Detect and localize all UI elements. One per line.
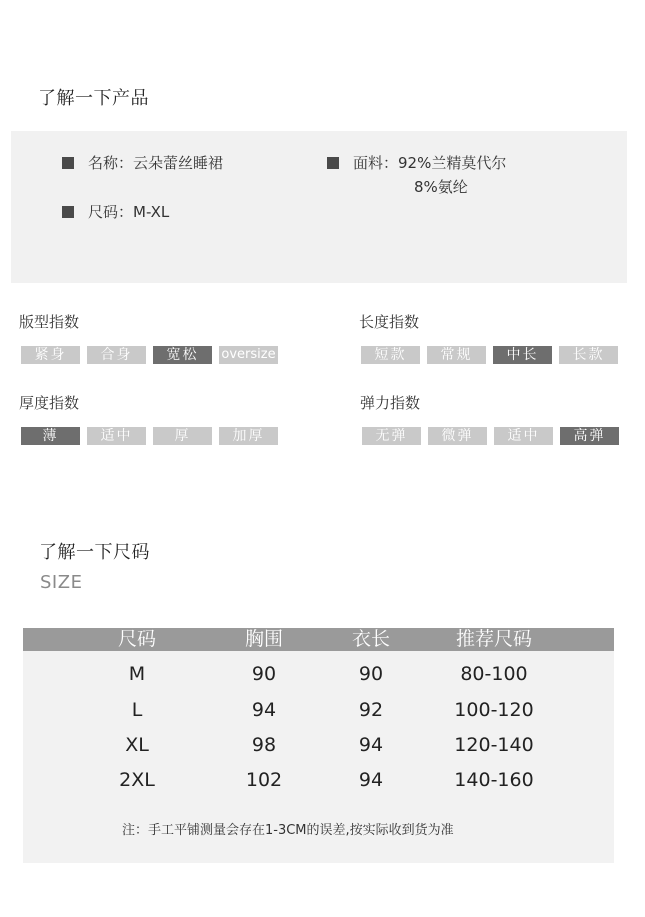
fit-chip-tight: 紧身 [21,346,80,364]
header-size: 尺码 [117,628,157,650]
cell-bust: 90 [251,663,277,685]
cell-size: L [131,699,143,721]
product-size [62,201,169,222]
length-index-title: 长度指数 [359,313,420,331]
thickness-chip-medium: 适中 [87,427,146,445]
cell-size: 2XL [119,769,155,791]
cell-recommended: 120-140 [454,734,534,756]
fit-index-chips [21,346,278,364]
length-index-chips [361,346,618,364]
product-name [62,152,223,173]
size-section-subtitle: SIZE [40,572,83,593]
size-table-header [23,628,614,651]
cell-length: 92 [358,699,384,721]
square-bullet-icon [327,157,339,169]
length-chip-short: 短款 [361,346,420,364]
header-recommended: 推荐尺码 [455,628,533,650]
table-row [23,769,614,793]
table-row [23,663,614,687]
product-fabric [327,152,506,173]
cell-size: M [128,663,146,685]
product-name-text: 名称：云朵蕾丝睡裙 [88,154,224,172]
thickness-chip-thin: 薄 [21,427,80,445]
header-length: 衣长 [351,628,391,650]
fabric-line-1: 面料：92%兰精莫代尔 [353,154,507,172]
square-bullet-icon [62,157,74,169]
product-size-text: 尺码：M-XL [88,203,170,221]
table-row [23,734,614,758]
cell-bust: 98 [251,734,277,756]
elasticity-index-chips [362,427,619,445]
length-chip-regular: 常规 [427,346,486,364]
cell-recommended: 140-160 [454,769,534,791]
fit-chip-loose: 宽松 [153,346,212,364]
cell-size: XL [125,734,149,756]
thickness-index-title: 厚度指数 [19,394,80,412]
length-chip-midi: 中长 [493,346,552,364]
cell-length: 94 [358,769,384,791]
size-section-title: 了解一下尺码 [39,542,150,563]
size-table-note: 注：手工平铺测量会存在1-3CM的误差,按实际收到货为准 [122,823,454,838]
elasticity-chip-slight: 微弹 [428,427,487,445]
elasticity-chip-medium: 适中 [494,427,553,445]
length-chip-long: 长款 [559,346,618,364]
cell-bust: 102 [245,769,283,791]
fit-chip-oversize: oversize [219,346,278,364]
product-info-panel [11,131,627,283]
cell-length: 94 [358,734,384,756]
cell-recommended: 100-120 [454,699,534,721]
fabric-line-2: 8%氨纶 [414,178,468,196]
fit-chip-regular: 合身 [87,346,146,364]
square-bullet-icon [62,206,74,218]
thickness-chip-extra-thick: 加厚 [219,427,278,445]
size-table-body [23,651,614,863]
thickness-index-chips [21,427,278,445]
cell-recommended: 80-100 [460,663,528,685]
fit-index-title: 版型指数 [19,313,80,331]
cell-length: 90 [358,663,384,685]
header-bust: 胸围 [244,628,284,650]
product-section-title: 了解一下产品 [38,88,149,109]
table-row [23,699,614,723]
elasticity-chip-high: 高弹 [560,427,619,445]
cell-bust: 94 [251,699,277,721]
elasticity-index-title: 弹力指数 [360,394,421,412]
elasticity-chip-none: 无弹 [362,427,421,445]
thickness-chip-thick: 厚 [153,427,212,445]
